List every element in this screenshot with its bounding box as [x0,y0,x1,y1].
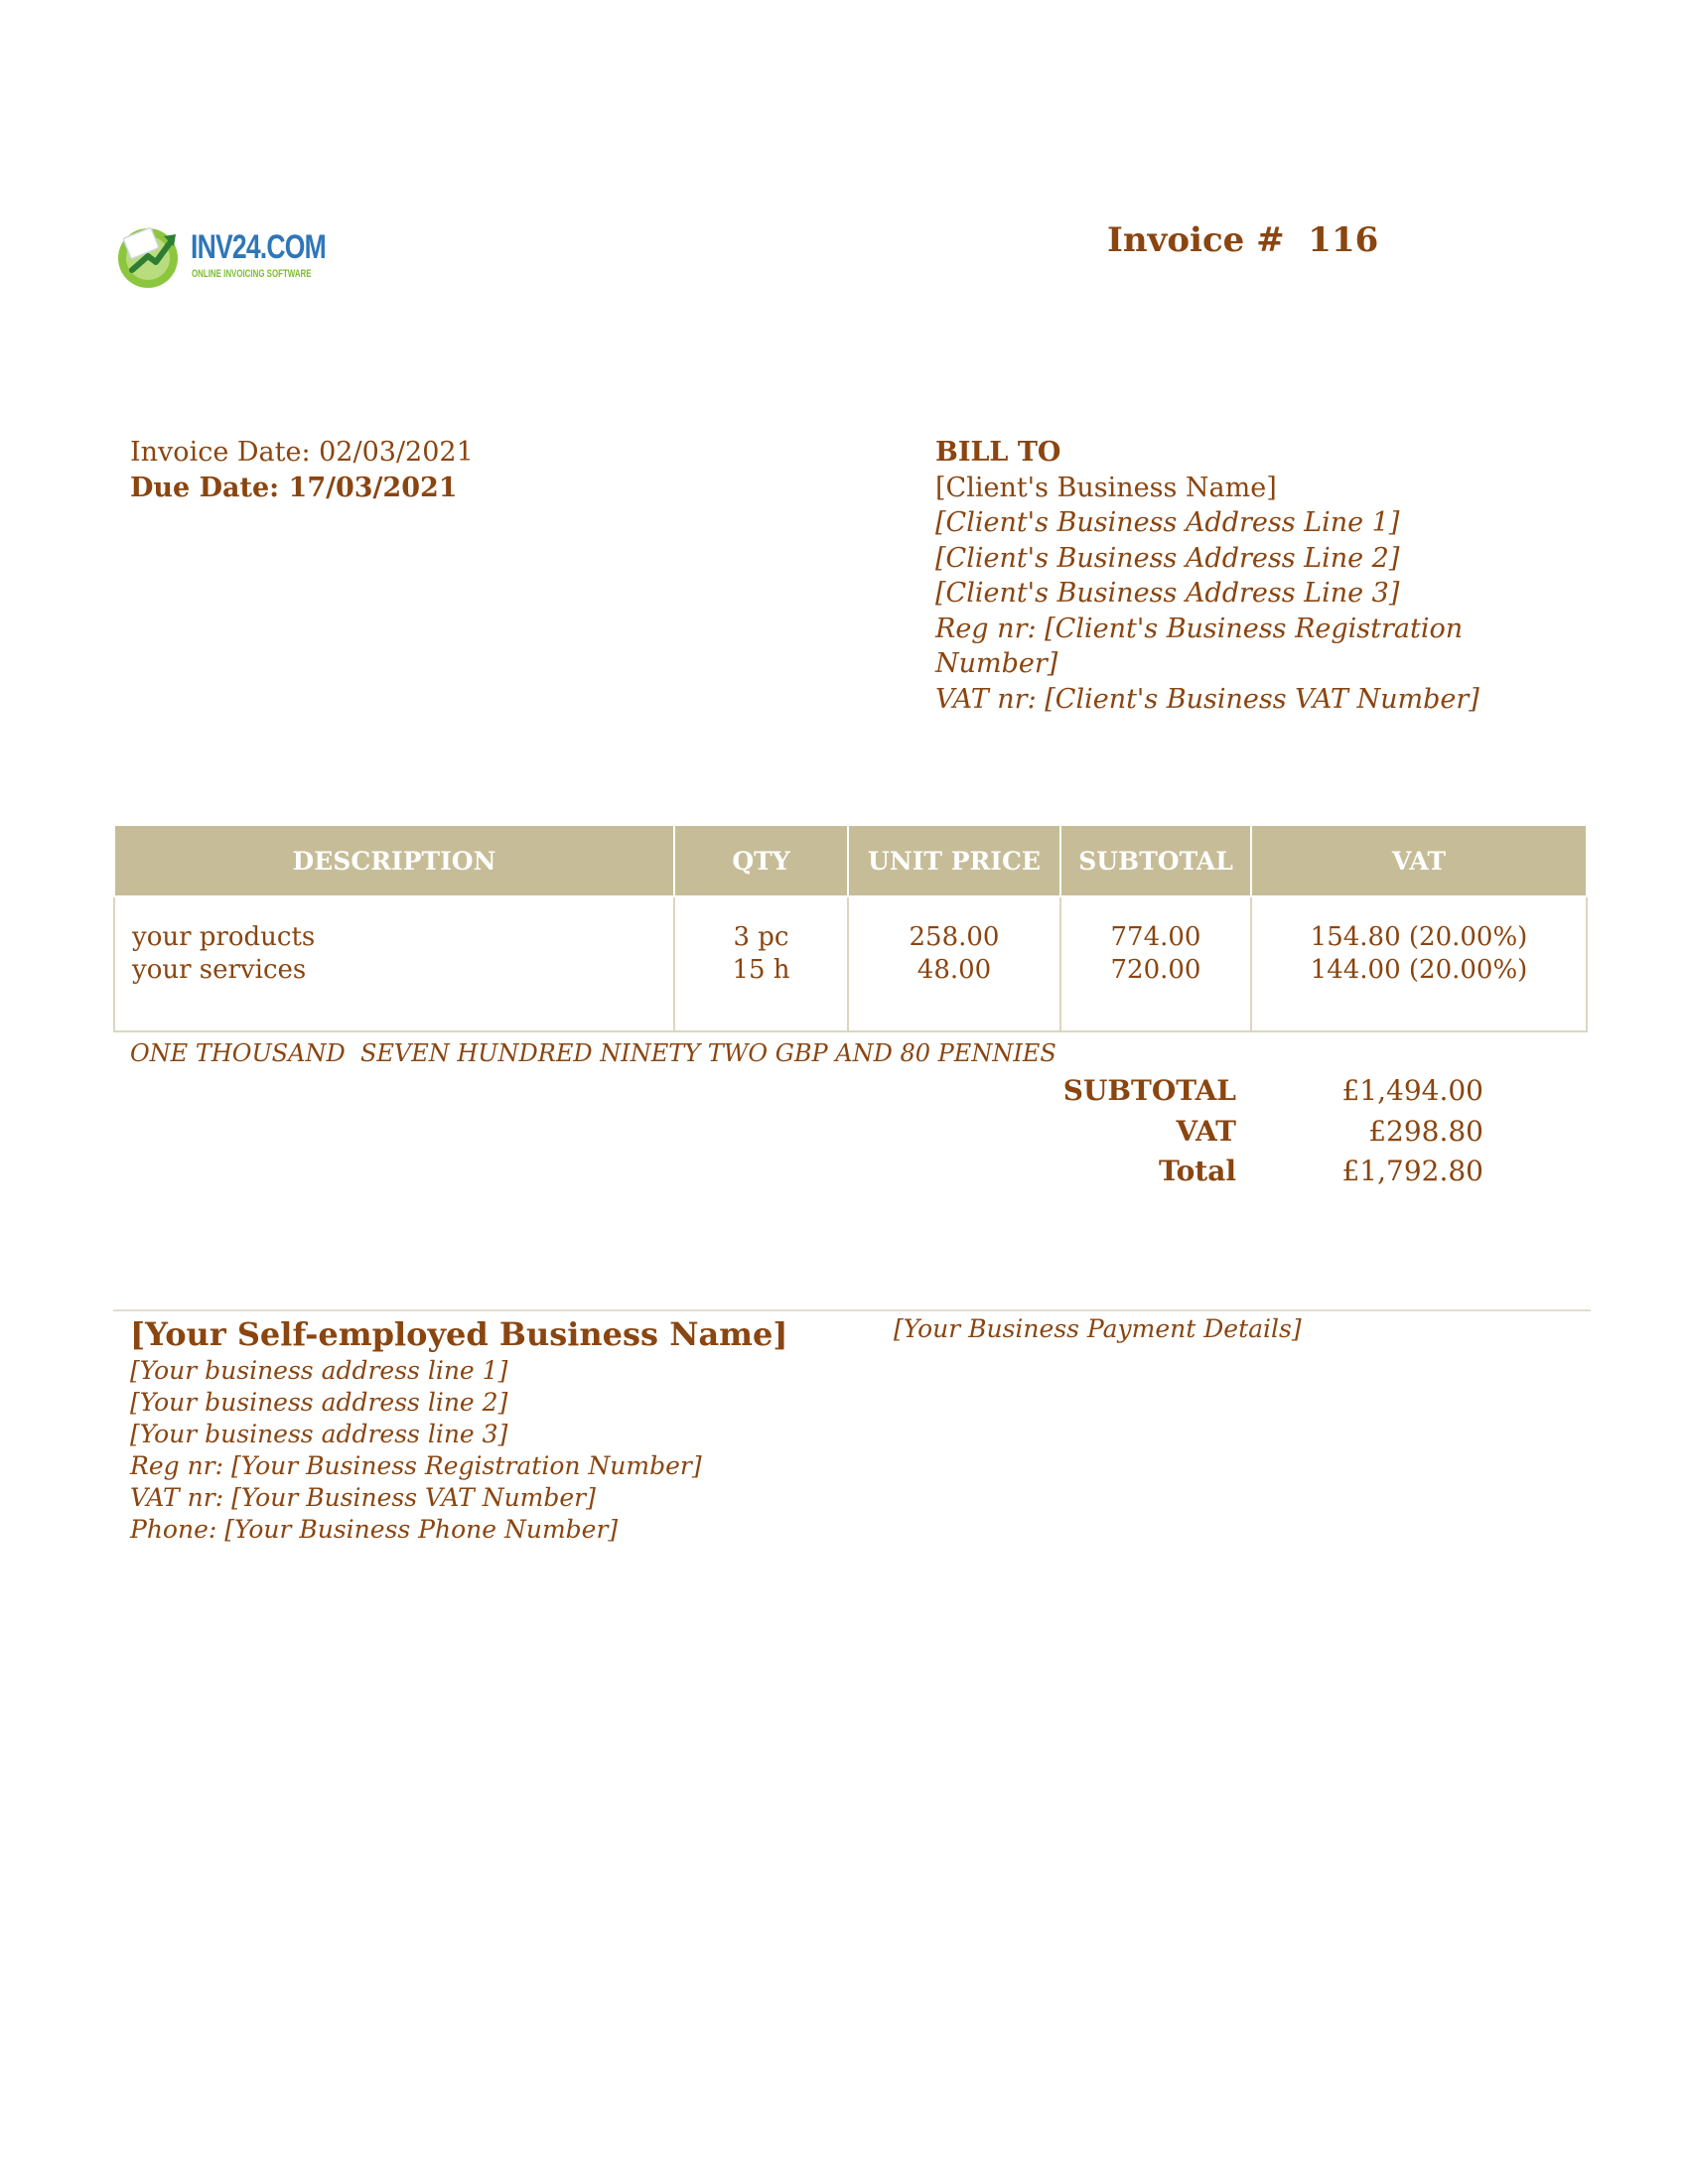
description-cell [114,896,674,1031]
client-reg-number-cont: Number] [935,648,1058,679]
due-date: Due Date: 17/03/2021 [130,473,458,503]
client-reg-number: Reg nr: [Client's Business Registration [935,613,1464,644]
subtotal-value: £1,494.00 [1341,1074,1483,1107]
item-subtotal: 720.00 [1110,955,1201,985]
total-label: Total [1158,1155,1236,1187]
qty-cell [674,896,848,1031]
total-value: £1,792.80 [1341,1155,1483,1187]
totals-block [1033,1074,1499,1195]
column-header-unit-price: UNIT PRICE [848,825,1060,896]
item-vat: 144.00 (20.00%) [1310,955,1528,985]
vat-row [1033,1115,1499,1156]
item-unit-price: 48.00 [916,955,992,985]
subtotal-cell [1060,896,1251,1031]
seller-address-line-3: [Your business address line 3] [130,1420,508,1448]
item-unit-price: 258.00 [909,922,1000,952]
bill-to-block [935,435,1491,717]
bill-to-heading: BILL TO [935,437,1061,468]
column-header-qty: QTY [674,825,848,896]
seller-address-line-2: [Your business address line 2] [130,1388,508,1417]
column-header-description: DESCRIPTION [114,825,674,896]
vat-cell [1251,896,1587,1031]
item-description: your services [132,955,307,985]
client-address-line-3: [Client's Business Address Line 3] [935,578,1400,609]
company-logo [112,216,341,294]
item-description: your products [132,922,316,952]
column-header-vat: VAT [1251,825,1587,896]
logo-emblem-icon [112,218,184,290]
client-address-line-2: [Client's Business Address Line 2] [935,542,1400,574]
seller-phone: Phone: [Your Business Phone Number] [130,1515,619,1544]
total-row [1033,1155,1499,1195]
invoice-title: Invoice # 116 [1107,220,1379,260]
amount-in-words: ONE THOUSAND SEVEN HUNDRED NINETY TWO GBP AND 80 PENNIES [130,1039,1056,1067]
seller-reg-number: Reg nr: [Your Business Registration Number] [130,1451,702,1480]
logo-name: INV24.COM [191,228,326,266]
invoice-dates [130,435,474,506]
payment-details: [Your Business Payment Details] [894,1314,1302,1343]
subtotal-row [1033,1074,1499,1115]
seller-address-line-1: [Your business address line 1] [130,1356,508,1385]
column-header-subtotal: SUBTOTAL [1060,825,1251,896]
invoice-date: Invoice Date: 02/03/2021 [130,437,474,468]
line-items-table [113,824,1588,1032]
vat-label: VAT [1176,1114,1236,1148]
table-header-row [114,825,1587,896]
table-row [114,896,1587,1031]
seller-block [130,1313,885,1546]
item-qty: 3 pc [733,922,789,952]
footer-divider [113,1309,1591,1311]
logo-tagline: ONLINE INVOICING SOFTWARE [192,268,312,280]
item-vat: 154.80 (20.00%) [1310,922,1528,952]
subtotal-label: SUBTOTAL [1062,1074,1236,1107]
seller-name: [Your Self-employed Business Name] [130,1315,788,1353]
unit-price-cell [848,896,1060,1031]
client-name: [Client's Business Name] [935,472,1277,503]
client-vat-number: VAT nr: [Client's Business VAT Number] [935,683,1479,715]
item-qty: 15 h [732,955,790,985]
client-address-line-1: [Client's Business Address Line 1] [935,507,1400,538]
seller-vat-number: VAT nr: [Your Business VAT Number] [130,1483,596,1512]
item-subtotal: 774.00 [1110,922,1201,952]
vat-value: £298.80 [1368,1114,1483,1148]
